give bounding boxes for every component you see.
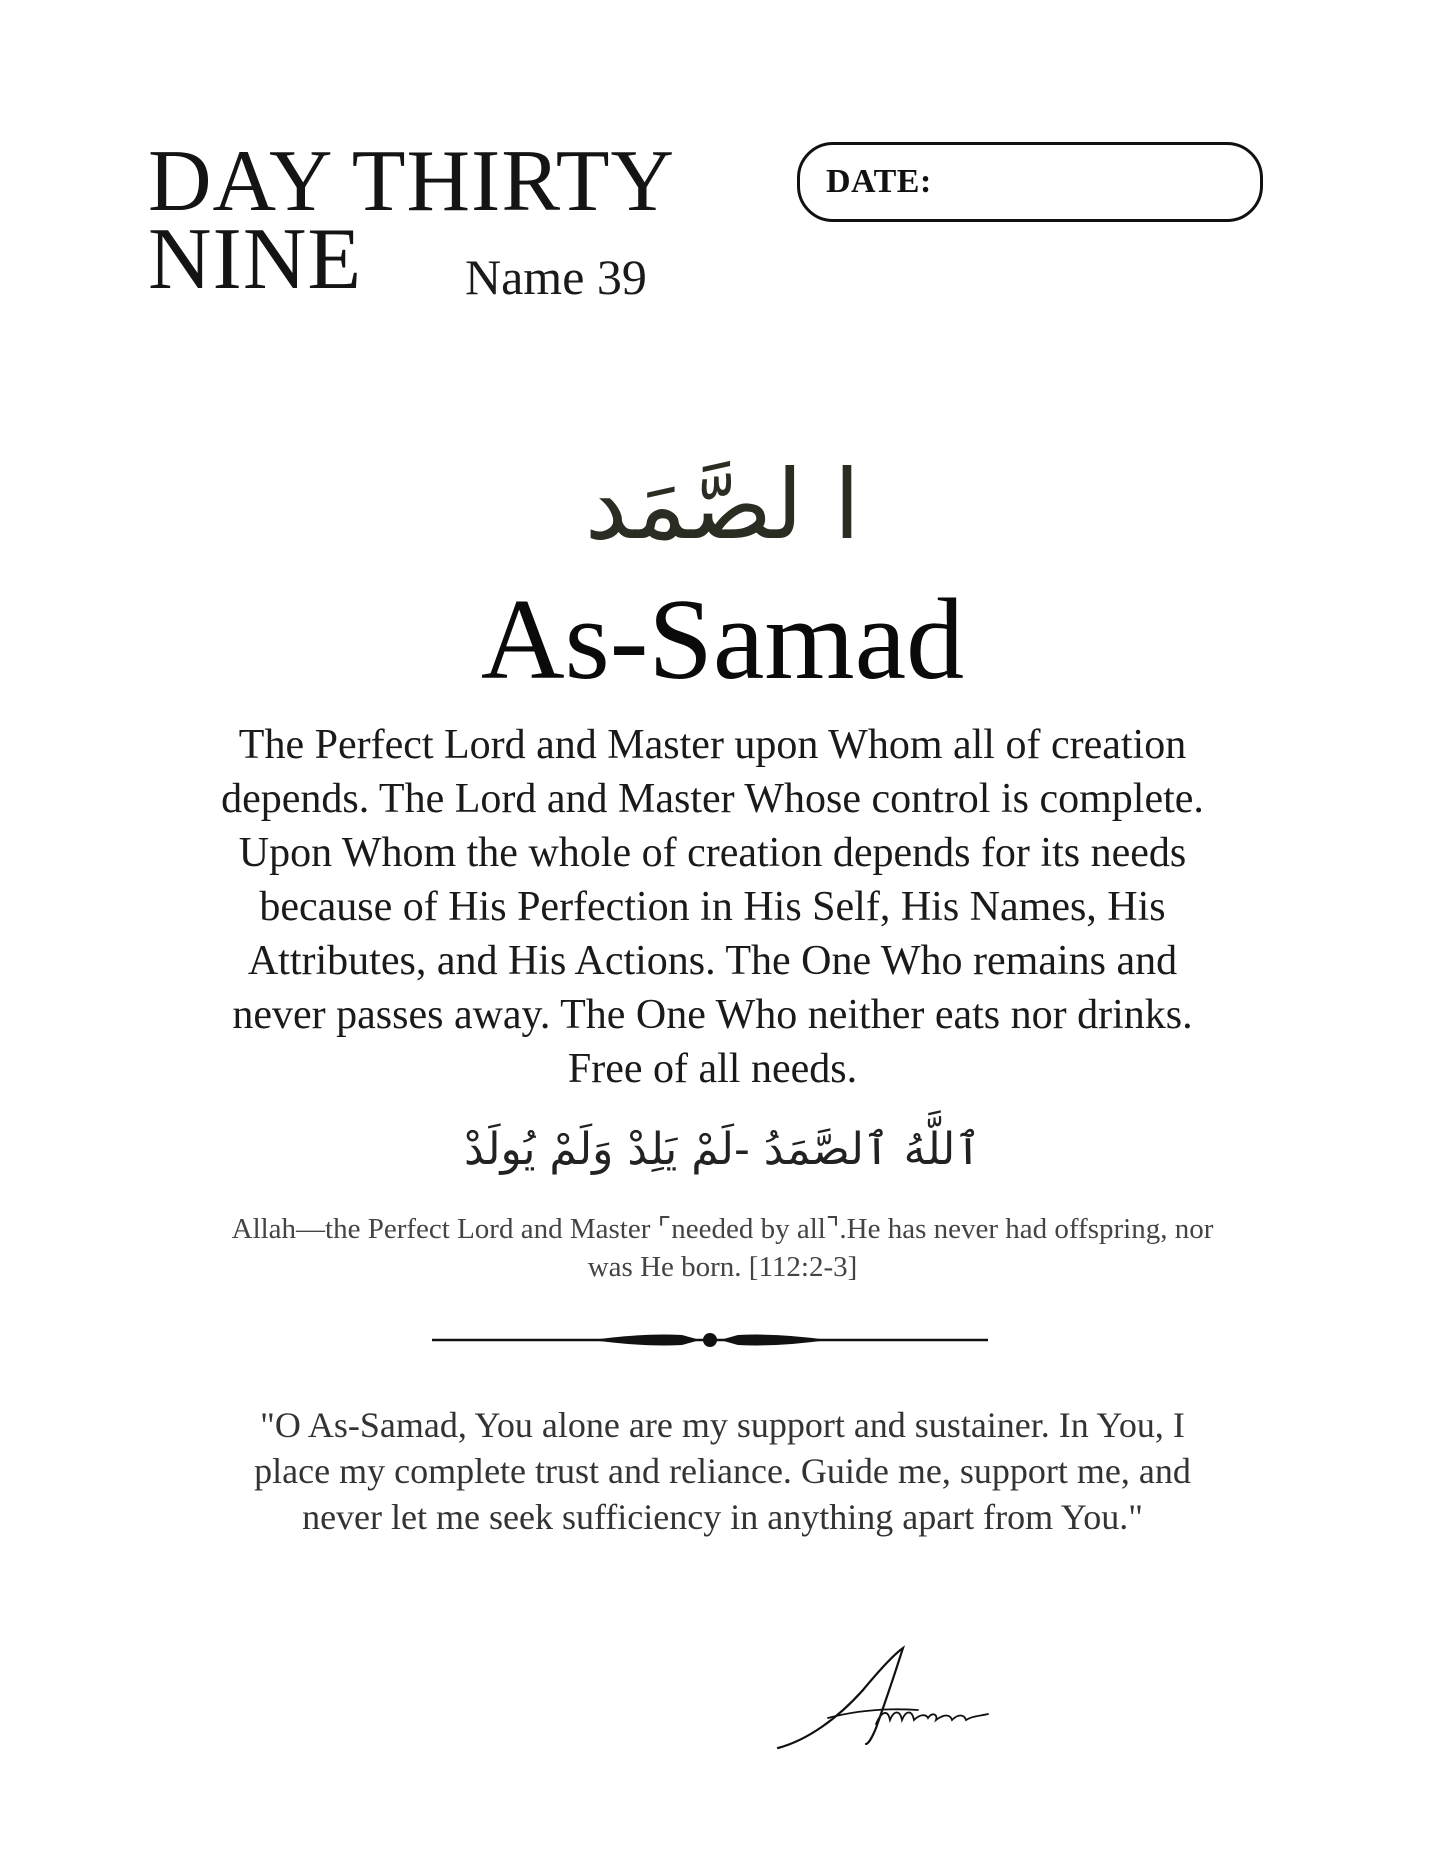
meaning-line: Attributes, and His Actions. The One Who remains and [247, 938, 1178, 984]
ameen-signature [768, 1640, 1008, 1760]
meaning-line: Upon Whom the whole of creation depends for its needs [238, 830, 1187, 876]
meaning-line: never passes away. The One Who neither eats nor drinks. [232, 992, 1193, 1038]
day-title-line-2: NINE [148, 211, 363, 308]
date-field[interactable] [797, 142, 1263, 222]
meaning-line: because of His Perfection in His Self, His Names, His [259, 884, 1166, 930]
meaning-line: depends. The Lord and Master Whose control is complete. [221, 776, 1204, 822]
verse-translation-line: was He born. [112:2-3] [587, 1251, 858, 1283]
name-number-label: Name 39 [465, 249, 647, 305]
dua-line: place my complete trust and reliance. Guide me, support me, and [254, 1451, 1191, 1491]
arabic-name: ا لصَّمَد [584, 449, 861, 561]
day-title-line-1: DAY THIRTY [148, 133, 676, 230]
meaning-paragraph [190, 718, 1235, 1096]
meaning-line: The Perfect Lord and Master upon Whom all of creation [238, 722, 1187, 768]
dua-line: never let me seek sufficiency in anything apart from You." [302, 1497, 1143, 1537]
day-title [148, 133, 768, 308]
dua-quote [200, 1402, 1245, 1540]
verse-arabic: ٱللَّهُ ٱلصَّمَدُ -لَمْ يَلِدْ وَلَمْ يُولَدْ [463, 1124, 982, 1175]
ornamental-divider [432, 1325, 988, 1355]
verse-translation-line: Allah—the Perfect Lord and Master ⌜needed by all⌝.He has never had offspring, nor [231, 1213, 1214, 1245]
dua-line: "O As-Samad, You alone are my support and sustainer. In You, I [260, 1405, 1185, 1445]
date-label: DATE: [826, 163, 932, 200]
name-transliteration: As-Samad [480, 576, 965, 704]
verse-translation [200, 1210, 1245, 1286]
meaning-line: Free of all needs. [567, 1046, 858, 1092]
